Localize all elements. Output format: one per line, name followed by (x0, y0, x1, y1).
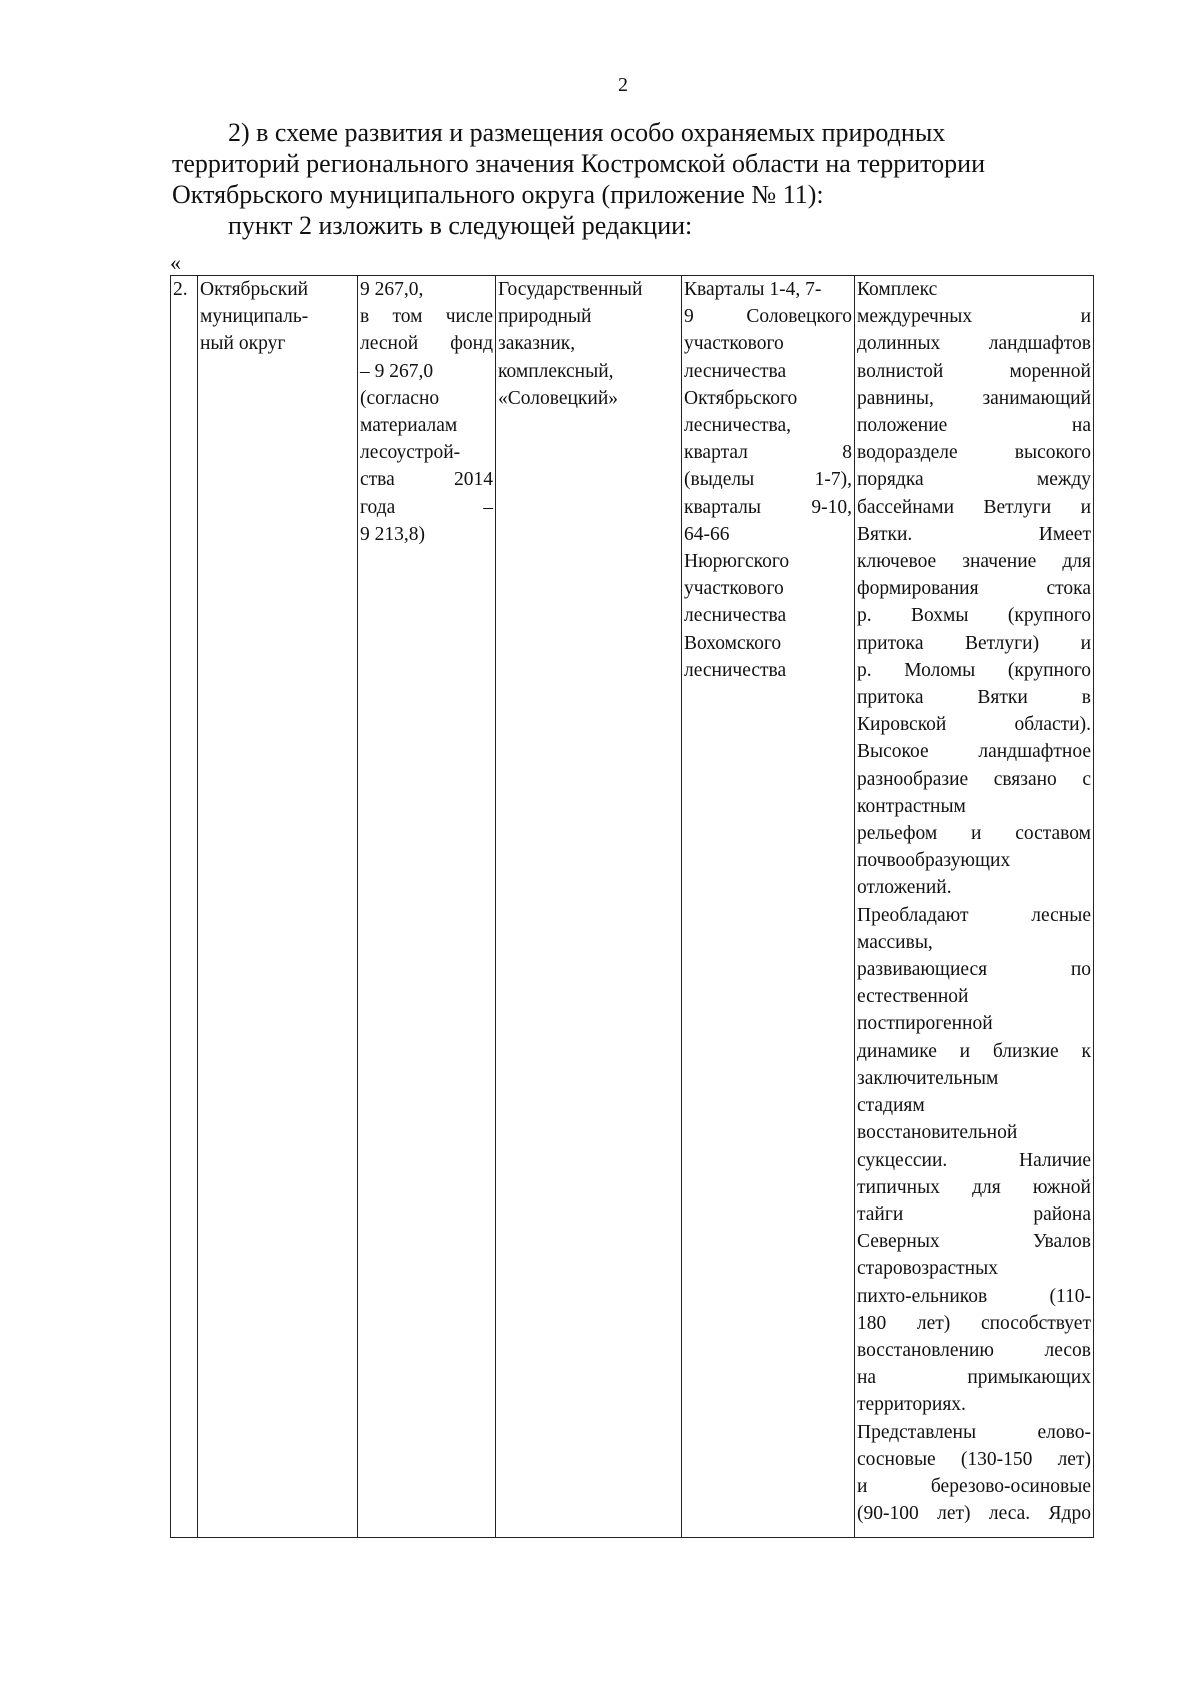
description-line: стадиям (857, 1095, 925, 1117)
description-line (857, 602, 1091, 629)
description-line (857, 902, 1091, 929)
word: фонд (450, 333, 493, 355)
description-line: почвообразующих (857, 850, 1011, 872)
area-line (360, 494, 493, 521)
description-line (857, 1310, 1091, 1337)
description-line: естественной (857, 986, 969, 1008)
word: связано (993, 768, 1057, 790)
word: Ветлуги (983, 496, 1052, 518)
description-line: массивы, (857, 931, 933, 953)
word: сосновые (857, 1448, 936, 1470)
word: формирования (857, 578, 979, 600)
location-line (684, 494, 852, 521)
word: долинных (857, 333, 941, 355)
word: близкие (992, 1040, 1059, 1062)
description-line (857, 1473, 1091, 1500)
word: Имеет (1038, 523, 1091, 545)
word: ключевое (857, 551, 937, 573)
word: березово-осиновые (930, 1475, 1091, 1497)
description-line (857, 1174, 1091, 1201)
word: высокого (1014, 442, 1091, 464)
description-line (857, 330, 1091, 357)
opening-quote: « (170, 250, 181, 275)
word: равнины, (857, 387, 934, 409)
description-line (857, 1337, 1091, 1364)
word: стока (1046, 578, 1091, 600)
description-line (857, 303, 1091, 330)
word: к (1081, 1040, 1091, 1062)
cell-location (682, 276, 855, 1538)
word: 180 (857, 1312, 887, 1334)
description-line (857, 439, 1091, 466)
word: р. (857, 659, 872, 681)
word: Кировской (857, 714, 947, 736)
intro-line: пункт 2 изложить в следующей редакции: (228, 211, 693, 240)
area-line (360, 466, 493, 493)
description-line: заключительным (857, 1067, 999, 1089)
word: между (1036, 469, 1091, 491)
description-line (857, 1228, 1091, 1255)
type-line: заказник, (498, 333, 576, 355)
word: притока (857, 687, 924, 709)
area-line: лесоустрой- (360, 442, 461, 464)
cell-area (358, 276, 496, 1538)
location-line: участкового (684, 333, 784, 355)
location-line (684, 466, 852, 493)
description-line: отложений. (857, 877, 952, 899)
location-line (684, 439, 852, 466)
description-line: Комплекс (857, 279, 938, 300)
description-line (857, 575, 1091, 602)
area-line: материалам (360, 415, 458, 437)
word: области). (1014, 714, 1091, 736)
word: ландшафтов (988, 333, 1091, 355)
description-line (857, 684, 1091, 711)
word: 9-10, (811, 496, 852, 518)
word: примыкающих (967, 1367, 1091, 1389)
word: восстановлению (857, 1339, 994, 1361)
description-line: восстановительной (857, 1122, 1018, 1144)
word: рельефом (857, 823, 938, 845)
location-line: Кварталы 1-4, 7- (684, 279, 822, 300)
location-line: лесничества (684, 659, 787, 681)
word: года (360, 496, 396, 518)
word: тайги (857, 1203, 904, 1225)
type-line: комплексный, (498, 360, 614, 382)
word: для (972, 1176, 1001, 1198)
word: и (959, 1040, 971, 1062)
word: и (1080, 496, 1091, 518)
cell-type (496, 276, 682, 1538)
word: 8 (842, 442, 852, 464)
intro-line: Октябрьского муниципального округа (приложение № 11): (172, 180, 824, 209)
word: Наличие (1019, 1149, 1091, 1171)
word: Моломы (904, 659, 976, 681)
word: (крупного (1007, 605, 1091, 627)
word: кварталы (684, 496, 761, 518)
word: сукцессии. (857, 1149, 948, 1171)
word: р. (857, 605, 872, 627)
location-line: лесничества (684, 605, 787, 627)
description-line (857, 385, 1091, 412)
cell-description (855, 276, 1094, 1538)
word: Вохмы (911, 605, 969, 627)
location-line: Вохомского (684, 632, 782, 654)
description-line (857, 1201, 1091, 1228)
cell-name (198, 276, 358, 1538)
description-line (857, 1283, 1091, 1310)
description-line (857, 1446, 1091, 1473)
description-line (857, 766, 1091, 793)
description-line (857, 711, 1091, 738)
word: лет) (1057, 1448, 1091, 1470)
word: и (857, 1475, 868, 1497)
table-row (171, 276, 1094, 1538)
word: занимающий (982, 387, 1091, 409)
description-line (857, 738, 1091, 765)
word: пихто-ельников (857, 1285, 988, 1307)
word: лесной (360, 333, 419, 355)
word: Представлены (857, 1421, 977, 1443)
name-line: Октябрьский (200, 279, 309, 300)
type-line: природный (498, 306, 592, 328)
word: (выделы (684, 469, 755, 491)
word: леса. (988, 1503, 1031, 1525)
area-line: 9 267,0, (360, 279, 424, 300)
word: притока (857, 632, 924, 654)
description-line (857, 630, 1091, 657)
description-line (857, 494, 1091, 521)
word: для (1062, 551, 1091, 573)
word: Соловецкого (746, 306, 852, 328)
word: 1-7), (814, 469, 852, 491)
word: моренной (1009, 360, 1091, 382)
word: (110- (1049, 1285, 1091, 1307)
word: типичных (857, 1176, 940, 1198)
location-line: лесничества (684, 360, 787, 382)
word: по (1070, 959, 1091, 981)
word: южной (1032, 1176, 1091, 1198)
area-line (360, 303, 493, 330)
word: на (857, 1367, 877, 1389)
description-line (857, 1364, 1091, 1391)
type-line: Государственный (498, 279, 643, 300)
word: района (1033, 1203, 1091, 1225)
area-line (360, 330, 493, 357)
word: Преобладают (857, 904, 969, 926)
description-line (857, 1038, 1091, 1065)
type-line: «Соловецкий» (498, 387, 619, 409)
word: Северных (857, 1231, 940, 1253)
description-line (857, 412, 1091, 439)
protected-area-table (170, 275, 1094, 1538)
word: порядка (857, 469, 924, 491)
word: Вятки (977, 687, 1028, 709)
word: (крупного (1007, 659, 1091, 681)
word: лесов (1044, 1339, 1091, 1361)
word: – (483, 496, 493, 518)
location-line: лесничества, (684, 415, 792, 437)
word: лет) (937, 1503, 971, 1525)
word: в (360, 306, 370, 328)
word: 2014 (454, 469, 493, 491)
word: лесные (1031, 904, 1091, 926)
location-line: участкового (684, 578, 784, 600)
area-line: (согласно (360, 387, 440, 409)
word: Ядро (1048, 1503, 1091, 1525)
word: Высокое (857, 741, 929, 763)
word: в (1081, 687, 1091, 709)
word: водоразделе (857, 442, 958, 464)
row-number: 2. (173, 279, 188, 300)
word: (90-100 (857, 1503, 919, 1525)
word: ства (360, 469, 395, 491)
description-line: территориях. (857, 1394, 966, 1416)
word: 9 (684, 306, 694, 328)
description-line (857, 1147, 1091, 1174)
word: и (1080, 632, 1091, 654)
word: значение (962, 551, 1037, 573)
word: Вятки. (857, 523, 913, 545)
description-line: постпирогенной (857, 1013, 993, 1035)
description-line: старовозрастных (857, 1258, 998, 1280)
word: числе (445, 306, 493, 328)
word: елово- (1037, 1421, 1091, 1443)
area-line: – 9 267,0 (360, 360, 434, 382)
word: динамике (857, 1040, 937, 1062)
description-line (857, 1500, 1091, 1527)
location-line: 64-66 (684, 523, 730, 545)
word: положение (857, 415, 948, 437)
word: Увалов (1032, 1231, 1091, 1253)
word: разнообразие (857, 768, 969, 790)
word: (130-150 (960, 1448, 1033, 1470)
description-line (857, 548, 1091, 575)
word: и (1080, 306, 1091, 328)
word: и (971, 823, 982, 845)
description-line (857, 521, 1091, 548)
word: составом (1015, 823, 1091, 845)
cell-number (171, 276, 198, 1538)
location-line: Нюрюгского (684, 551, 790, 573)
description-line (857, 466, 1091, 493)
description-line (857, 1419, 1091, 1446)
intro-line: 2) в схеме развития и размещения особо охраняемых природных (228, 118, 946, 147)
description-line (857, 956, 1091, 983)
word: способствует (980, 1312, 1091, 1334)
description-line (857, 657, 1091, 684)
intro-line: территорий регионального значения Костромской области на территории (172, 149, 985, 178)
word: ландшафтное (978, 741, 1091, 763)
location-line: Октябрьского (684, 387, 798, 409)
name-line: муниципаль- (200, 306, 309, 328)
word: с (1082, 768, 1091, 790)
name-line: ный округ (200, 333, 286, 355)
description-line (857, 820, 1091, 847)
intro-text (172, 117, 1072, 241)
description-line: контрастным (857, 795, 966, 817)
word: волнистой (857, 360, 944, 382)
word: развивающиеся (857, 959, 988, 981)
word: на (1071, 415, 1091, 437)
word: лет) (916, 1312, 951, 1334)
page-number: 2 (618, 74, 628, 96)
word: Ветлуги) (964, 632, 1040, 654)
word: бассейнами (857, 496, 955, 518)
location-line (684, 303, 852, 330)
word: междуречных (857, 306, 973, 328)
word: том (392, 306, 423, 328)
description-line (857, 358, 1091, 385)
area-line: 9 213,8) (360, 523, 425, 545)
word: квартал (684, 442, 748, 464)
